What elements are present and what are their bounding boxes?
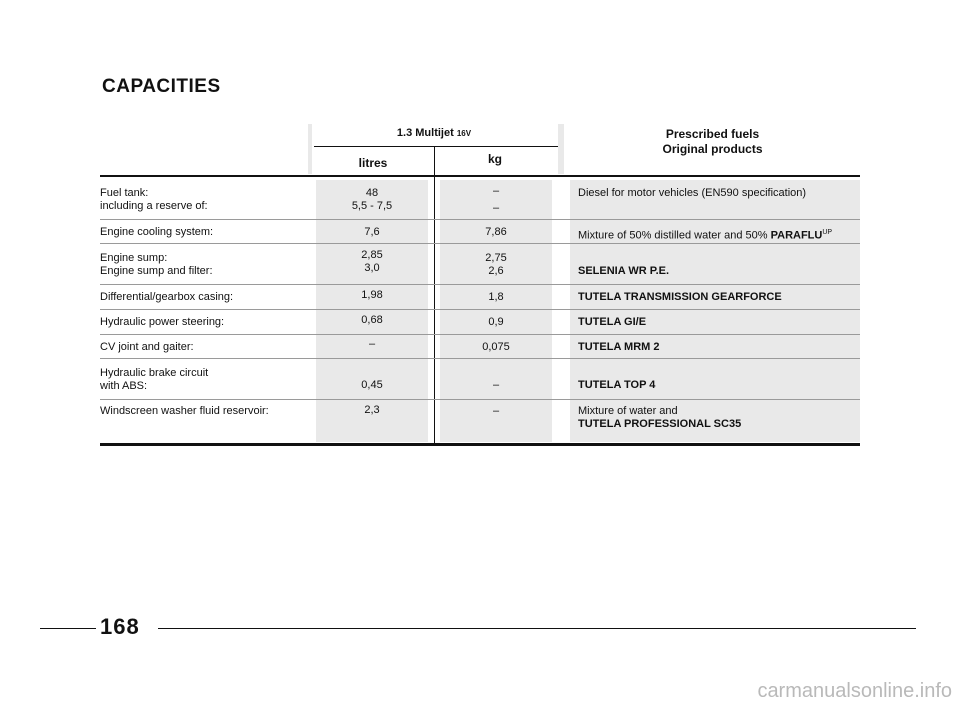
product-fuel-tank: Diesel for motor vehicles (EN590 specification) — [578, 187, 807, 199]
litres-header: litres — [358, 156, 388, 170]
litres-washer: 2,3 — [364, 404, 380, 416]
row-label-washer: Windscreen washer fluid reservoir: — [100, 405, 269, 417]
litres-brake: 0,45 — [361, 379, 383, 391]
product-differential: TUTELA TRANSMISSION GEARFORCE — [578, 291, 782, 303]
kg-header: kg — [487, 152, 502, 166]
row-separator — [100, 334, 860, 335]
fuels-header: Prescribed fuels Original products — [662, 127, 763, 156]
page-number: 168 — [100, 614, 140, 639]
litres-cooling: 7,6 — [364, 226, 380, 238]
row-separator — [100, 358, 860, 359]
row-label-differential: Differential/gearbox casing: — [100, 291, 234, 303]
product-sump: SELENIA WR P.E. — [578, 265, 670, 277]
row-separator — [100, 309, 860, 310]
kg-washer: – — [492, 405, 500, 417]
row-separator — [100, 219, 860, 220]
row-separator — [100, 243, 860, 244]
watermark: carmanualsonline.info — [757, 680, 952, 702]
product-power-steering: TUTELA GI/E — [578, 316, 647, 328]
header-rule — [100, 175, 860, 177]
row-label-fuel-tank: Fuel tank: including a reserve of: — [100, 187, 208, 212]
kg-cooling: 7,86 — [485, 226, 507, 238]
product-cv-joint: TUTELA MRM 2 — [578, 341, 660, 353]
kg-cv-joint: 0,075 — [482, 341, 510, 353]
row-label-sump: Engine sump: Engine sump and filter: — [100, 252, 213, 277]
header-divider-left — [308, 124, 312, 174]
footer-rule-right — [158, 628, 916, 629]
engine-header: 1.3 Multijet 16V — [396, 127, 472, 139]
litres-differential: 1,98 — [361, 289, 383, 301]
kg-brake: – — [492, 379, 500, 391]
litres-kg-divider — [434, 147, 435, 445]
row-separator — [100, 284, 860, 285]
engine-suffix: 16V — [456, 129, 472, 138]
page-title: CAPACITIES — [102, 76, 221, 97]
row-label-cooling: Engine cooling system: — [100, 226, 214, 238]
litres-fuel-tank: 48 5,5 - 7,5 — [351, 187, 393, 212]
litres-power-steering: 0,68 — [361, 314, 383, 326]
engine-header-underline — [314, 146, 558, 147]
product-cooling: Mixture of 50% distilled water and 50% $PARAFLU^{UP}$ — [578, 229, 833, 242]
kg-power-steering: 0,9 — [488, 316, 504, 328]
row-label-brake: Hydraulic brake circuit with ABS: — [100, 367, 209, 392]
header-divider-right — [558, 124, 564, 174]
litres-cv-joint: – — [368, 338, 376, 350]
table-bottom-rule — [100, 443, 860, 446]
row-separator — [100, 399, 860, 400]
product-brake: TUTELA TOP 4 — [578, 379, 656, 391]
kg-sump: 2,75 2,6 — [485, 252, 507, 277]
kg-differential: 1,8 — [488, 291, 504, 303]
footer-rule-left — [40, 628, 96, 629]
product-washer: Mixture of water and TUTELA PROFESSIONAL SC35 — [578, 405, 742, 430]
litres-sump: 2,85 3,0 — [361, 249, 383, 274]
kg-fuel-tank: – – — [492, 185, 500, 214]
row-label-power-steering: Hydraulic power steering: — [100, 316, 225, 328]
row-label-cv-joint: CV joint and gaiter: — [100, 341, 194, 353]
